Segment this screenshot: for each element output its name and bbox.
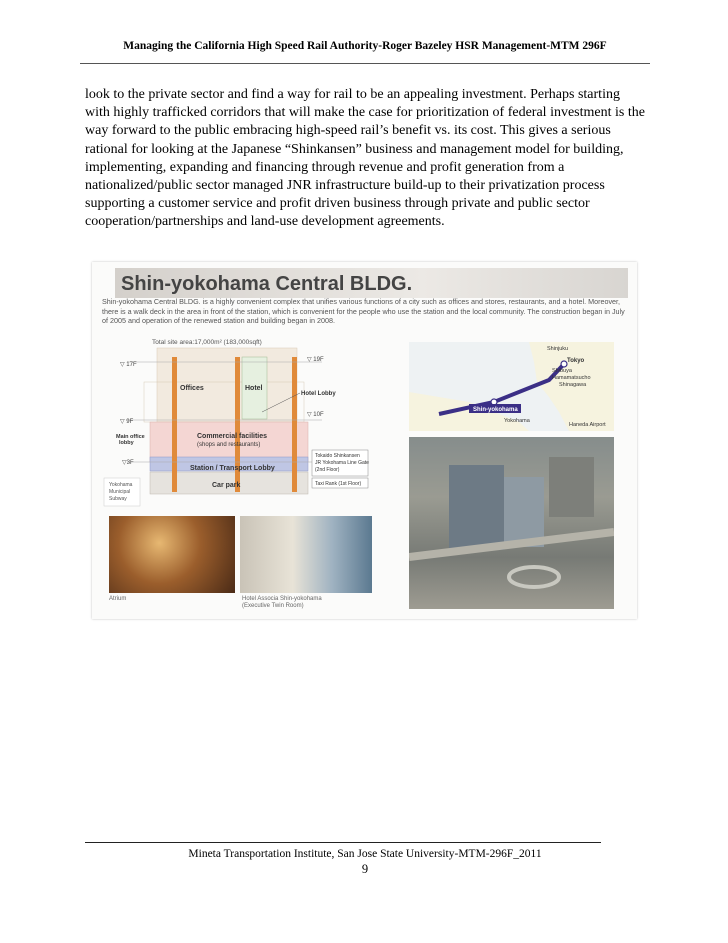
figure-description: Shin-yokohama Central BLDG. is a highly convenient complex that unifies various functions of a city such as offices and stores, restaurants, and a hotel. Moreover, there is a walk deck in the area in front of the station, which is convenient for the people who use the station and the local community. The construction began in July of 2005 and operation of the renewed station and building began in 2008. [102,297,625,326]
tokaido-label-1: Tokaido Shinkansen [315,453,360,459]
commercial-sub-label: (shops and restaurants) [197,442,261,448]
site-area-label: Total site area:17,000m² (183,000sqft) [152,339,262,346]
subway-label-1: Yokohama [109,482,133,488]
commercial-label: Commercial facilities [197,433,268,440]
atrium-caption: Atrium [109,596,127,602]
footer-institute: Mineta Transportation Institute, San Jose State University-MTM-296F_2011 [188,848,542,860]
ramp-loop-icon [509,567,559,587]
map-label-tokyo: Tokyo [567,358,585,364]
footer-rule [85,842,601,843]
floor-10f-label: ▽ 10F [307,412,324,418]
annex-building-icon [504,477,544,547]
offices-label: Offices [180,385,204,392]
body-paragraph: look to the private sector and find a way for rail to be an appealing investment. Perhaps starting with highly trafficked corridors that will make the case for prioritization of federal investment is the way forward to the public embracing high-speed rail’s benefit vs. its cost. This gives a serious rational for looking at the Japanese “Shinkansen” business and management model for building, implementing, expanding and financing through revenue and profit generation from a nationalized/public sector managed JNR infrastructure build-up to their privatization process supporting a customer service and profit driven business through private and public sector cooperation/partnerships and land-use development agreements. [85,87,645,230]
office-hotel-tower [157,348,297,423]
orange-column-left [172,357,177,492]
map-label-hamamatsucho: Hamamatsucho [552,375,591,381]
hotel-label: Hotel [245,385,263,392]
map-label-shin-yokohama: Shin-yokohama [473,407,518,413]
subway-label-2: Municipal [109,489,131,495]
car-park-label: Car park [212,482,241,489]
hotel-lobby-label: Hotel Lobby [301,391,336,397]
floor-9f-label: ▽ 9F [120,419,134,425]
route-map-drawing [409,342,614,431]
route-map [409,342,614,431]
orange-column-right [292,357,297,492]
floor-17f-label: ▽ 17F [120,362,137,368]
building-section-diagram [92,262,409,512]
aerial-photo [409,437,614,609]
main-office-lobby-label-1: Main office [116,434,145,440]
map-label-yokohama: Yokohama [504,418,530,424]
running-header: Managing the California High Speed Rail Authority-Roger Bazeley HSR Management-MTM 296F [123,40,607,52]
tower-building-icon [449,465,504,550]
header-rule [80,63,650,64]
aerial-photo-drawing [409,437,614,609]
page-number: 9 [361,862,369,876]
tokaido-label-3: (2nd Floor) [315,467,340,473]
shin-yokohama-figure [92,262,637,619]
map-label-shinagawa: Shinagawa [559,382,587,388]
tokaido-label-2: JR Yokohama Line Gate [315,460,369,466]
taxi-rank-label: Taxi Rank (1st Floor) [315,481,362,487]
main-office-lobby-label-2: lobby [119,440,134,446]
subway-label-3: Subway [109,496,127,502]
station-lobby-label: Station / Transport Lobby [190,465,275,472]
map-label-shinjuku: Shinjuku [547,346,569,352]
floor-3f-label: ▽3F [122,460,134,466]
hotel-room-photo [240,516,372,593]
figure-title: Shin-yokohama Central BLDG. [121,273,413,295]
atrium-photo [109,516,235,593]
map-label-shibuya: Shibuya [552,368,572,374]
map-label-haneda: Haneda Airport [569,422,606,428]
right-building-icon [549,457,594,517]
hotel-room-caption-2: (Executive Twin Room) [242,603,304,609]
hotel-room-caption-1: Hotel Associa Shin-yokohama [242,596,322,602]
floor-19f-label: ▽ 19F [307,357,324,363]
